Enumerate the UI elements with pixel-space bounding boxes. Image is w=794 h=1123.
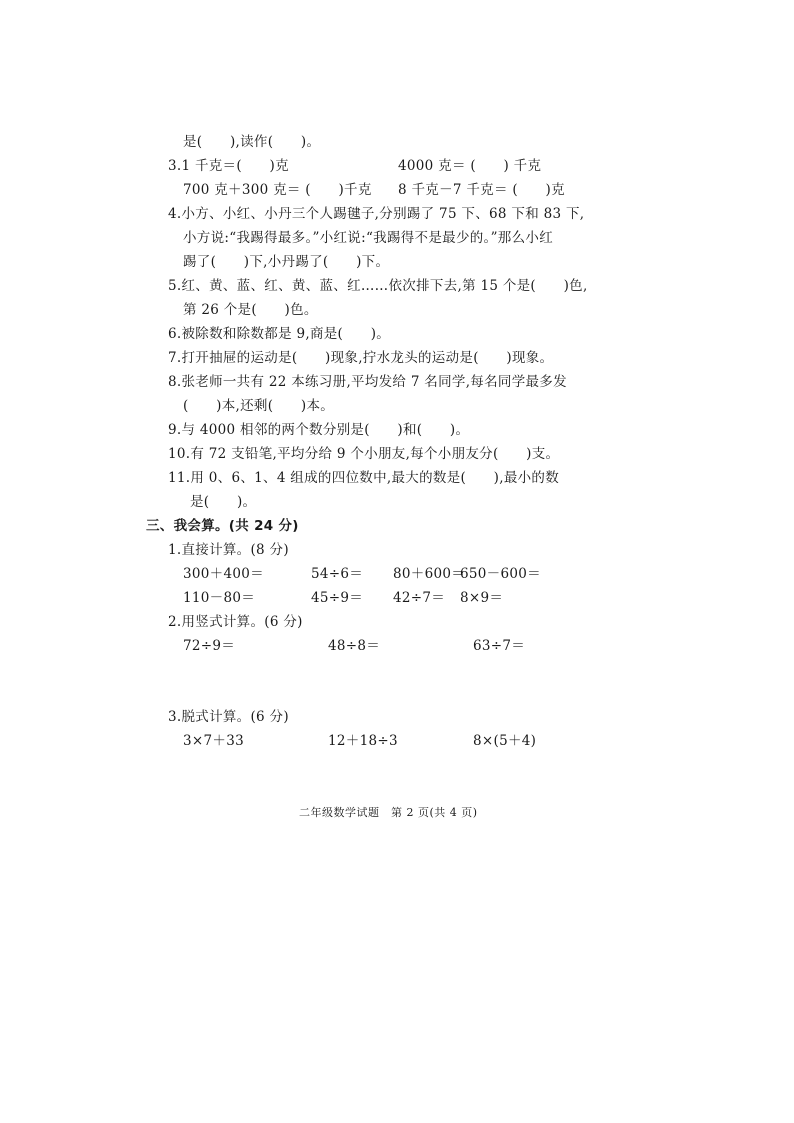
- section-3-heading: 三、我会算。(共 24 分): [146, 518, 299, 534]
- q7-line: 7.打开抽屉的运动是( )现象,拧水龙头的运动是( )现象。: [168, 350, 554, 366]
- step-calc-item: 3×7＋33: [183, 733, 244, 749]
- step-calc-item: 12＋18÷3: [328, 733, 398, 749]
- vertical-calc-item: 72÷9＝: [183, 638, 236, 654]
- page-footer: 二年级数学试题 第 2 页(共 4 页): [299, 806, 478, 819]
- calc-item: 300＋400＝: [183, 566, 264, 582]
- q5-line-a: 5.红、黄、蓝、红、黄、蓝、红……依次排下去,第 15 个是( )色,: [168, 278, 588, 294]
- q5-line-b: 第 26 个是( )色。: [183, 302, 318, 318]
- calc-item: 45÷9＝: [311, 590, 364, 606]
- calc-item: 8×9＝: [460, 590, 504, 606]
- q3-line-d: 8 千克－7 千克＝ ( )克: [398, 182, 565, 198]
- q8-line-b: ( )本,还剩( )本。: [183, 398, 335, 414]
- q9-line: 9.与 4000 相邻的两个数分别是( )和( )。: [168, 422, 470, 438]
- calc-item: 80＋600＝: [393, 566, 466, 582]
- q11-line-a: 11.用 0、6、1、4 组成的四位数中,最大的数是( ),最小的数: [168, 470, 560, 486]
- vertical-calc-item: 63÷7＝: [473, 638, 526, 654]
- calc-item: 110－80＝: [183, 590, 256, 606]
- subsection-1-heading: 1.直接计算。(8 分): [168, 542, 289, 558]
- subsection-2-heading: 2.用竖式计算。(6 分): [168, 614, 303, 630]
- vertical-calc-item: 48÷8＝: [328, 638, 381, 654]
- q4-line-a: 4.小方、小红、小丹三个人踢毽子,分别踢了 75 下、68 下和 83 下,: [168, 206, 585, 222]
- q8-line-a: 8.张老师一共有 22 本练习册,平均发给 7 名同学,每名同学最多发: [168, 374, 567, 390]
- q4-line-c: 踢了( )下,小丹踢了( )下。: [183, 254, 390, 270]
- q3-line-b: 4000 克＝ ( ) 千克: [398, 158, 542, 174]
- step-calc-item: 8×(5＋4): [473, 733, 537, 749]
- q6-line: 6.被除数和除数都是 9,商是( )。: [168, 326, 391, 342]
- q11-line-b: 是( )。: [190, 494, 257, 510]
- subsection-3-heading: 3.脱式计算。(6 分): [168, 709, 289, 725]
- q4-line-b: 小方说:“我踢得最多。”小红说:“我踢得不是最少的。”那么小红: [183, 230, 554, 246]
- calc-item: 650－600＝: [460, 566, 541, 582]
- calc-item: 54÷6＝: [311, 566, 364, 582]
- q10-line: 10.有 72 支铅笔,平均分给 9 个小朋友,每个小朋友分( )支。: [168, 446, 560, 462]
- q3-line-a: 3.1 千克＝( )克: [168, 158, 289, 174]
- calc-item: 42÷7＝: [393, 590, 446, 606]
- q2-continuation: 是( ),读作( )。: [183, 134, 321, 150]
- q3-line-c: 700 克＋300 克＝ ( )千克: [183, 182, 372, 198]
